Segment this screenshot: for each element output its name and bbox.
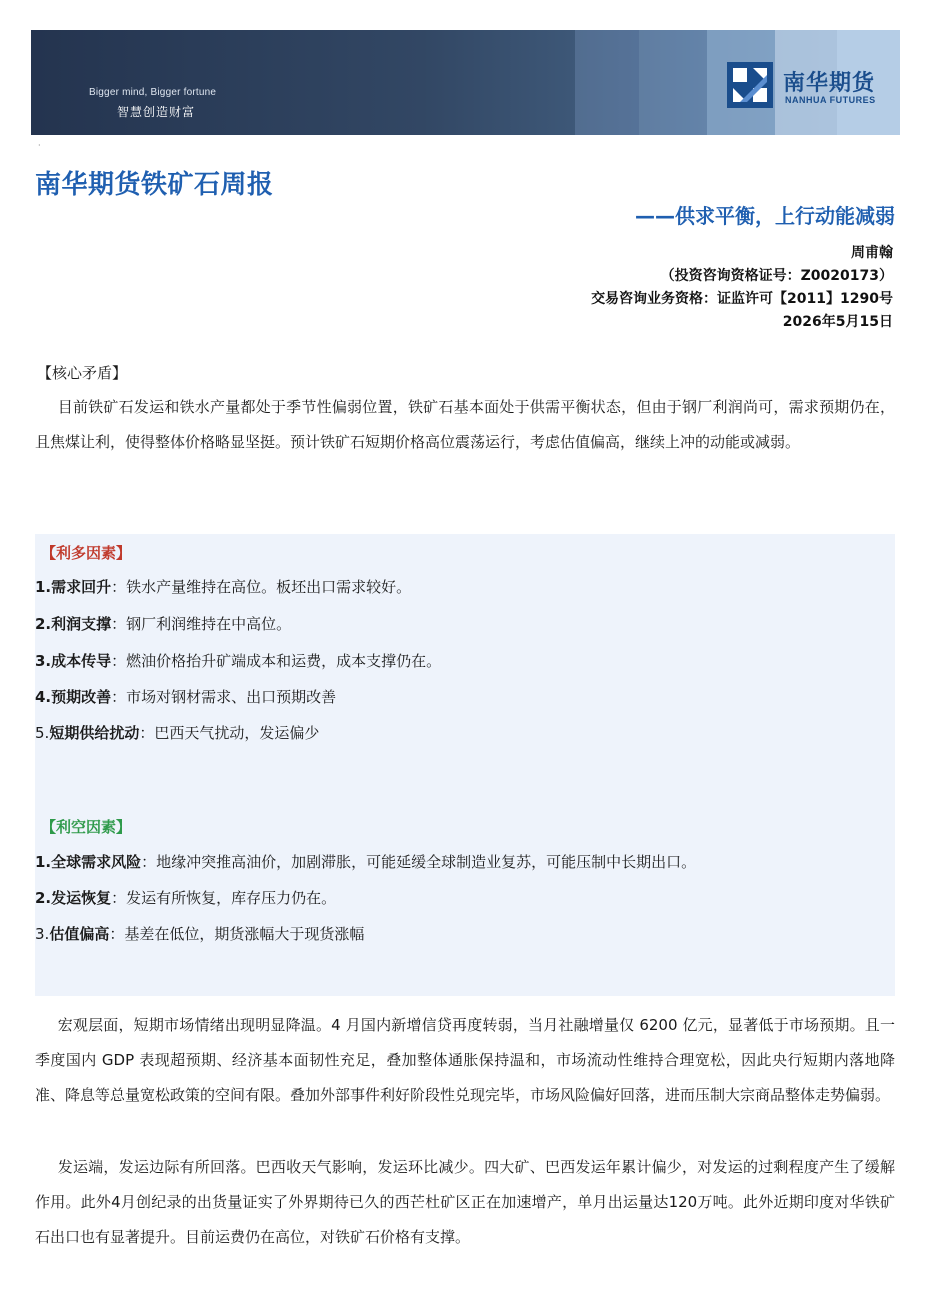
item-number: 4. [35, 688, 52, 706]
item-key: 短期供给扰动 [49, 724, 140, 742]
item-number: 3. [35, 925, 50, 943]
item-sep: ： [109, 925, 125, 943]
core-label: 【核心矛盾】 [37, 364, 128, 382]
item-number: 1. [35, 578, 52, 596]
item-number: 5. [35, 724, 50, 742]
core-text: 目前铁矿石发运和铁水产量都处于季节性偏弱位置，铁矿石基本面处于供需平衡状态，但由于钢厂利润尚可，需求预期仍在，且焦煤让利，使得整体价格略显坚挺。预计铁矿石短期价格高位震荡运行，考虑估值偏高，继续上冲的动能或减弱。 [35, 398, 895, 451]
item-number: 2. [35, 615, 52, 633]
logo-mark-icon [727, 62, 773, 108]
item-text: 燃油价格抬升矿端成本和运费，成本支撑仍在。 [126, 652, 442, 670]
bullish-item [35, 613, 291, 634]
company-logo [725, 60, 895, 112]
item-sep: ： [111, 889, 127, 907]
bearish-label: 【利空因素】 [41, 818, 132, 836]
factors-panel [35, 534, 895, 996]
report-date: 2026年5月15日 [782, 314, 893, 330]
item-key: 估值偏高 [49, 925, 110, 943]
item-key: 成本传导 [51, 652, 112, 670]
report-title: 南华期货铁矿石周报 [35, 170, 274, 200]
item-sep: ： [111, 578, 127, 596]
header-banner [31, 30, 900, 135]
macro-text: 宏观层面，短期市场情绪出现明显降温。4 月国内新增信贷再度转弱，当月社融增量仅 6200 亿元，显著低于市场预期。且一季度国内 GDP 表现超预期、经济基本面韧性充足，叠加整体通胀保持温和，市场流动性维持合理宽松，因此央行短期内落地降准、降息等总量宽松政策的空间有限。叠加外部事件利好阶段性兑现完毕，市场风险偏好回落，进而压制大宗商品整体走势偏弱。 [35, 1016, 895, 1104]
core-paragraph [35, 390, 895, 460]
bullish-item [35, 576, 411, 597]
item-key: 全球需求风险 [51, 853, 142, 871]
decor-dot: · [38, 141, 41, 150]
bullish-item [35, 650, 441, 671]
item-key: 发运恢复 [51, 889, 112, 907]
logo-text-en: NANHUA FUTURES [785, 95, 876, 105]
item-key: 利润支撑 [51, 615, 112, 633]
item-key: 需求回升 [51, 578, 112, 596]
item-key: 预期改善 [51, 688, 112, 706]
shipment-text: 发运端，发运边际有所回落。巴西收天气影响，发运环比减少。四大矿、巴西发运年累计偏少，对发运的过剩程度产生了缓解作用。此外4月创纪录的出货量证实了外界期待已久的西芒杜矿区正在加速增产，单月出运量达120万吨。此外近期印度对华铁矿石出口也有显著提升。目前运费仍在高位，对铁矿石价格有支撑。 [35, 1158, 895, 1246]
item-text: 地缘冲突推高油价，加剧滞胀，可能延缓全球制造业复苏，可能压制中长期出口。 [156, 853, 697, 871]
item-number: 2. [35, 889, 52, 907]
item-text: 市场对钢材需求、出口预期改善 [126, 688, 337, 706]
item-text: 基差在低位，期货涨幅大于现货涨幅 [124, 925, 365, 943]
macro-paragraph [35, 1008, 895, 1113]
bullish-label: 【利多因素】 [41, 544, 132, 562]
slogan-en: Bigger mind, Bigger fortune [89, 87, 217, 98]
logo-text-zh: 南华期货 [783, 71, 876, 96]
item-text: 巴西天气扰动，发运偏少 [154, 724, 320, 742]
item-text: 铁水产量维持在高位。板坯出口需求较好。 [126, 578, 412, 596]
bullish-item [35, 686, 336, 707]
company-qualification: 交易咨询业务资格：证监许可【2011】1290号 [591, 291, 893, 307]
bullish-item [35, 722, 319, 743]
item-sep: ： [139, 724, 155, 742]
item-text: 钢厂利润维持在中高位。 [126, 615, 292, 633]
shipment-paragraph [35, 1150, 895, 1255]
bearish-item [35, 851, 696, 872]
banner-stripe [575, 30, 639, 135]
bearish-item [35, 887, 336, 908]
report-subtitle: ——供求平衡，上行动能减弱 [635, 204, 895, 228]
author-license: （投资咨询资格证号：Z0020173） [660, 268, 893, 284]
item-text: 发运有所恢复，库存压力仍在。 [126, 889, 337, 907]
item-number: 1. [35, 853, 52, 871]
item-number: 3. [35, 652, 52, 670]
item-sep: ： [111, 688, 127, 706]
item-sep: ： [141, 853, 157, 871]
slogan-zh: 智慧创造财富 [117, 105, 196, 119]
item-sep: ： [111, 652, 127, 670]
author-name: 周甫翰 [851, 245, 893, 261]
item-sep: ： [111, 615, 127, 633]
banner-stripe [639, 30, 707, 135]
bearish-item [35, 923, 364, 944]
